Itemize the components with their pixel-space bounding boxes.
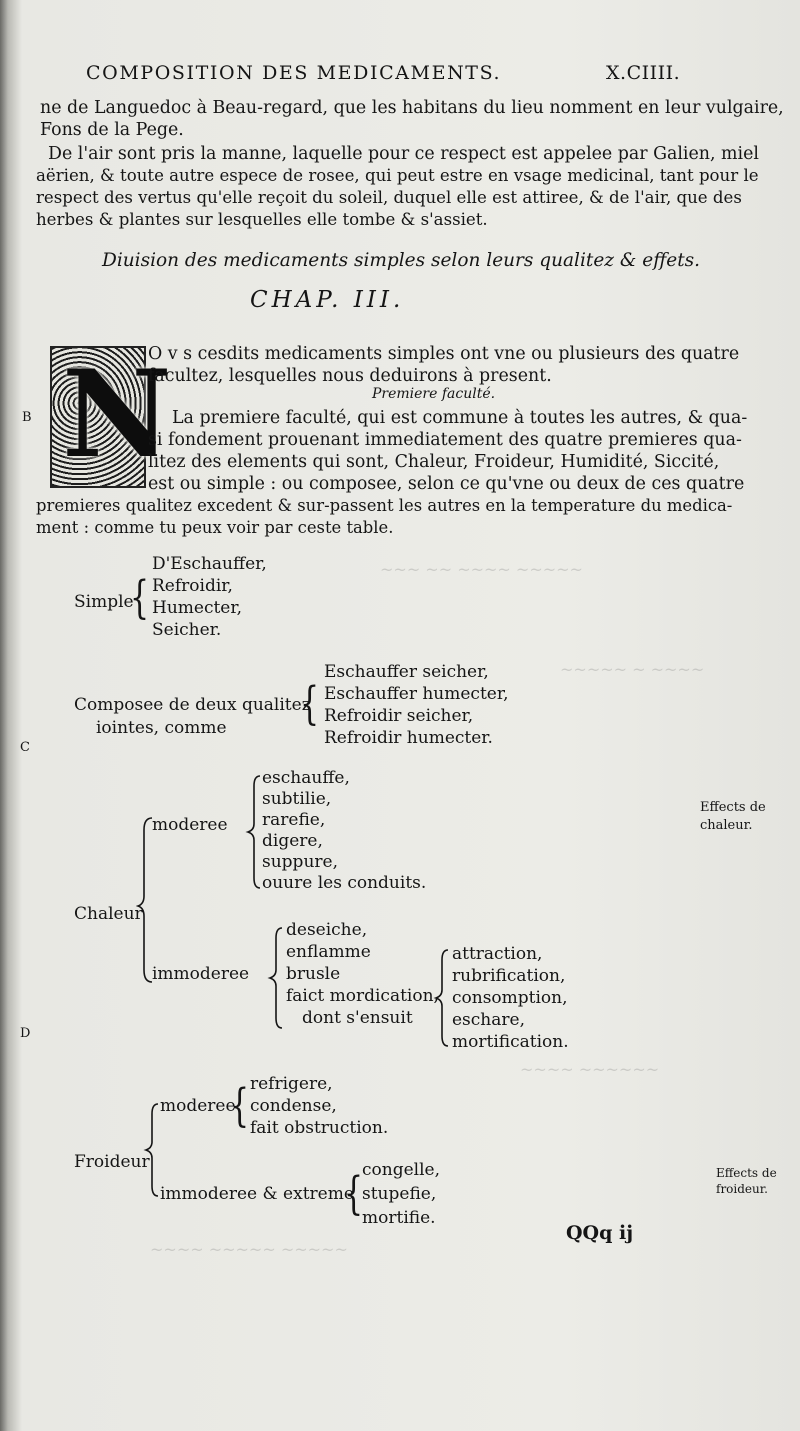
bracket-icon: [142, 1098, 162, 1204]
table-item: mortifie.: [362, 1208, 436, 1228]
table-item: Refroidir,: [152, 576, 233, 596]
table-label-simple: Simple: [74, 592, 134, 612]
table-item: stupefie,: [362, 1184, 437, 1204]
table-item: Refroidir humecter.: [324, 728, 493, 748]
label-immoderee: immoderee: [152, 964, 250, 984]
table-item: ouure les conduits.: [262, 873, 427, 893]
table-label-composee-2: iointes, comme: [96, 718, 227, 738]
initial-letter: N: [62, 344, 172, 485]
table-item: attraction,: [452, 944, 543, 964]
table-item: rarefie,: [262, 810, 326, 830]
table-item: Humecter,: [152, 598, 243, 618]
bracket-icon: [136, 810, 160, 990]
table-item: deseiche,: [286, 920, 368, 940]
margin-letter: C: [20, 740, 30, 755]
table-item: congelle,: [362, 1160, 440, 1180]
signature-mark: QQq ij: [566, 1222, 634, 1244]
folio-number: X.CIIII.: [606, 62, 681, 84]
text-line: ment : comme tu peux voir par ceste table.: [36, 518, 394, 537]
brace-icon: {: [130, 572, 150, 625]
margin-note: Effects de: [700, 800, 766, 815]
table-item: eschauffe,: [262, 768, 350, 788]
text-line: respect des vertus qu'elle reçoit du soleil, duquel elle est attiree, & de l'air, que des: [36, 188, 742, 207]
table-item: enflamme: [286, 942, 371, 962]
text-line: Fons de la Pege.: [40, 120, 184, 140]
table-item: Eschauffer seicher,: [324, 662, 489, 682]
table-item: consomption,: [452, 988, 568, 1008]
table-item: brusle: [286, 964, 341, 984]
margin-note: Effects de: [716, 1166, 777, 1180]
text-line: litez des elements qui sont, Chaleur, Froideur, Humidité, Siccité,: [148, 452, 720, 472]
bracket-icon: [244, 770, 264, 894]
section-title: Diuision des medicaments simples selon leurs qualitez & effets.: [102, 250, 701, 271]
text-line: De l'air sont pris la manne, laquelle pour ce respect est appelee par Galien, miel: [48, 144, 759, 164]
table-item: digere,: [262, 831, 323, 851]
table-item: refrigere,: [250, 1074, 333, 1094]
bleed-through: ~~~~ ~~~~~ ~~~~~: [150, 1240, 348, 1259]
text-line: O v s cesdits medicaments simples ont vne ou plusieurs des quatre: [148, 344, 740, 364]
brace-icon: {: [300, 678, 320, 731]
table-item: fait obstruction.: [250, 1118, 389, 1138]
table-item: suppure,: [262, 852, 338, 872]
decorated-initial: [50, 344, 172, 488]
brace-icon: {: [230, 1080, 250, 1133]
margin-note: froideur.: [716, 1182, 768, 1196]
table-item: D'Eschauffer,: [152, 554, 267, 574]
table-item: rubrification,: [452, 966, 566, 986]
label-moderee: moderee: [152, 815, 228, 835]
text-line: est ou simple : ou composee, selon ce qu'vne ou deux de ces quatre: [148, 474, 745, 494]
margin-letter: B: [22, 410, 32, 425]
table-item: Seicher.: [152, 620, 222, 640]
text-line: La premiere faculté, qui est commune à toutes les autres, & qua-: [172, 408, 748, 428]
chapter-heading: CHAP. III.: [250, 287, 405, 313]
bleed-through: ~~~~~ ~ ~~~~: [560, 660, 705, 679]
bracket-icon: [266, 922, 286, 1034]
running-title: COMPOSITION DES MEDICAMENTS.: [86, 62, 502, 84]
label-moderee: moderee: [160, 1096, 236, 1116]
table-item: faict mordication,: [286, 986, 439, 1006]
brace-icon: {: [344, 1168, 364, 1221]
table-item: eschare,: [452, 1010, 525, 1030]
text-line: premieres qualitez excedent & sur-passent les autres en la temperature du medica-: [36, 496, 733, 515]
text-line: ne de Languedoc à Beau-regard, que les habitans du lieu nomment en leur vulgaire,: [40, 98, 784, 118]
table-item: Eschauffer humecter,: [324, 684, 509, 704]
table-item: subtilie,: [262, 789, 332, 809]
subheading: Premiere faculté.: [372, 386, 496, 402]
table-label-froideur: Froideur: [74, 1152, 150, 1172]
text-line: aërien, & toute autre espece de rosee, qui peut estre en vsage medicinal, tant pour le: [36, 166, 759, 185]
table-item: dont s'ensuit: [302, 1008, 413, 1028]
bleed-through: ~~~ ~~ ~~~~ ~~~~~: [380, 560, 583, 579]
table-label-chaleur: Chaleur: [74, 904, 143, 924]
table-label-composee: Composee de deux qualitez: [74, 695, 311, 715]
margin-letter: D: [20, 1026, 31, 1041]
bleed-through: ~~~~ ~~~~~~: [520, 1060, 660, 1079]
text-line: herbes & plantes sur lesquelles elle tombe & s'assiet.: [36, 210, 488, 229]
label-immoderee-extreme: immoderee & extreme: [160, 1184, 354, 1204]
table-item: mortification.: [452, 1032, 569, 1052]
text-line: si fondement prouenant immediatement des quatre premieres qua-: [148, 430, 742, 450]
text-line: facultez, lesquelles nous deduirons à present.: [148, 366, 552, 386]
bracket-icon: [432, 944, 452, 1052]
table-item: Refroidir seicher,: [324, 706, 474, 726]
table-item: condense,: [250, 1096, 337, 1116]
margin-note: chaleur.: [700, 818, 753, 833]
